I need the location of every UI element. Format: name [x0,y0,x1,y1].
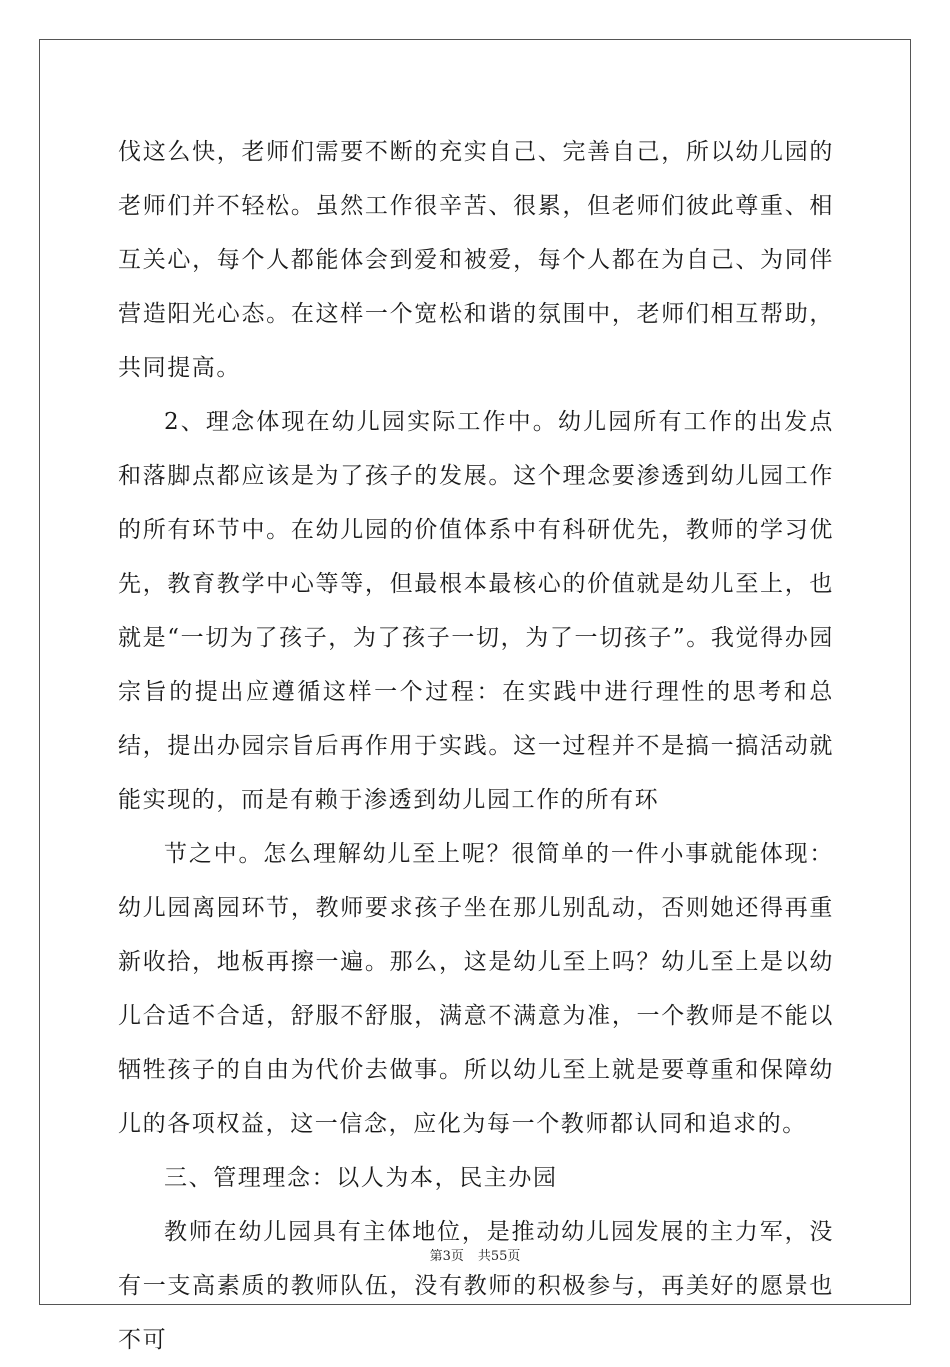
paragraph-youer-zhishang: 节之中。怎么理解幼儿至上呢？很简单的一件小事就能体现：幼儿园离园环节，教师要求孩子坐在那儿别乱动，否则她还得再重新收拾，地板再擦一遍。那么，这是幼儿至上吗？幼儿至上是以幼儿合适不合适，舒服不舒服，满意不满意为准，一个教师是不能以牺牲孩子的自由为代价去做事。所以幼儿至上就是要尊重和保障幼儿的各项权益，这一信念，应化为每一个教师都认同和追求的。 [118,841,834,1137]
page-footer [0,1248,950,1266]
paragraph-item-2: 2、理念体现在幼儿园实际工作中。幼儿园所有工作的出发点和落脚点都应该是为了孩子的发展。这个理念要渗透到幼儿园工作的所有环节中。在幼儿园的价值体系中有科研优先，教师的学习优先，教育教学中心等等，但最根本最核心的价值就是幼儿至上，也就是“一切为了孩子，为了孩子一切，为了一切孩子”。我觉得办园宗旨的提出应遵循这样一个过程：在实践中进行理性的思考和总结，提出办园宗旨后再作用于实践。这一过程并不是搞一搞活动就能实现的，而是有赖于渗透到幼儿园工作的所有环 [118,409,834,813]
paragraph-teachers: 教师在幼儿园具有主体地位，是推动幼儿园发展的主力军，没有一支高素质的教师队伍，没有教师的积极参与，再美好的愿景也不可 [118,1219,834,1353]
section-heading-management: 三、管理理念：以人为本，民主办园 [164,1165,558,1191]
page-number: 第3页 [429,1249,464,1264]
paragraph-continued: 伐这么快，老师们需要不断的充实自己、完善自己，所以幼儿园的老师们并不轻松。虽然工作很辛苦、很累，但老师们彼此尊重、相互关心，每个人都能体会到爱和被爱，每个人都在为自己、为同伴营造阳光心态。在这样一个宽松和谐的氛围中，老师们相互帮助，共同提高。 [118,139,834,381]
page-total: 共55页 [477,1249,521,1264]
document-body [118,125,834,1367]
